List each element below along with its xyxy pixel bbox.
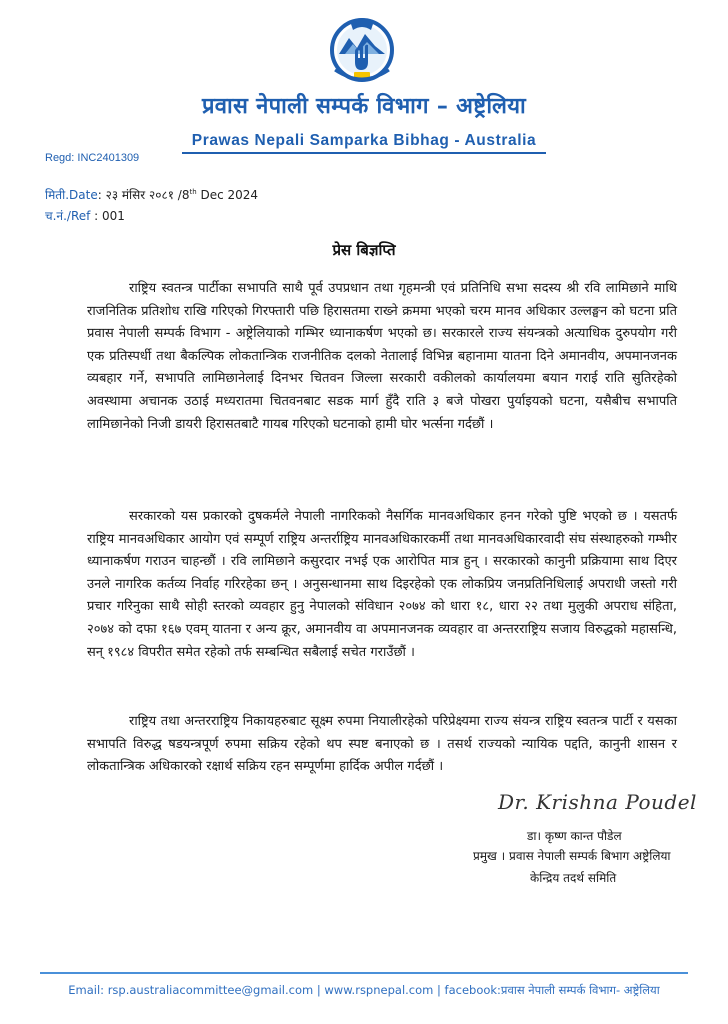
reference-label: च.नं./Ref [45,209,91,223]
signatory-name: डा। कृष्ण कान्त पौडेल [527,829,622,843]
organization-title-nepali: प्रवास नेपाली सम्पर्क विभाग – अष्ट्रेलिया [201,94,527,119]
header-divider [182,152,546,154]
date-line [45,186,258,203]
footer-divider [40,972,688,974]
reference-line [45,207,125,224]
signatory-committee: केन्द्रिय तदर्थ समिति [530,871,617,885]
body-paragraph-2: सरकारको यस प्रकारको दुषकर्मले नेपाली नागरिकको नैसर्गिक मानवअधिकार हनन गरेको पुष्टि भएको छ । यसतर्फ राष्ट्रिय मानवअधिकार आयोग एवं सम्पूर्ण राष्ट्रिय अन्तर्राष्ट्रिय मानवअधिकारकर्मी तथा मानवअधिकारवादी संघ संस्थाहरुको गम्भीर ध्यानाकर्षण गराउन चाहन्छौं । रवि लामिछाने कसुरदार नभई एक आरोपित मात्र हुन् । सरकारको कानुनी प्रक्रियामा साथ दिएर उनले नागरिक कर्तव्य निर्वाह गरिरहेका छन् । अनुसन्धानमा साथ दिइरहेको एक लोकप्रिय जनप्रतिनिधिलाई अपराधी जस्तो गरी प्रचार गरिनुका साथै सोही स्तरको व्यवहार हुनु नेपालको संविधान २०७४ को धारा १८, धारा २२ तथा मुलुकी अपराध संहिता, २०७४ को दफा १६७ एवम् यातना र अन्य क्रूर, अमानवीय वा अपमानजनक व्यवहार वा अन्तरराष्ट्रिय सजाय विरुद्धको महासन्धि, सन् १९८४ विपरीत समेत रहेको तर्फ सम्बन्धित सबैलाई सचेत गराउँछौं । [87,509,677,660]
date-superscript: th [189,188,197,196]
signatory-title: प्रमुख । प्रवास नेपाली सम्पर्क बिभाग अष्ट्रेलिया [473,849,671,863]
handwritten-signature: Dr. Krishna Poudel [498,790,697,814]
registration-number: Regd: INC2401309 [45,152,140,164]
date-label: मिती.Date [45,188,98,202]
body-paragraph-3: राष्ट्रिय तथा अन्तरराष्ट्रिय निकायहरुबाट सूक्ष्म रुपमा नियालीरहेको परिप्रेक्ष्यमा राज्य संयन्त्र राष्ट्रिय स्वतन्त्र पार्टी र यसका सभापति विरुद्ध षडयन्त्रपूर्ण रुपमा सक्रिय रहेको थप स्पष्ट बनाएको छ । तसर्थ राज्यको न्यायिक पद्दति, कानुनी शासन र लोकतान्त्रिक अधिकारको रक्षार्थ सक्रिय रहन सम्पूर्णमा हार्दिक अपील गर्दछौं । [87,714,677,775]
date-tail: Dec 2024 [196,188,259,202]
organization-title-english: Prawas Nepali Samparka Bibhag - Australia [191,132,537,149]
reference-value: : 001 [90,209,125,223]
date-value: : २३ मंसिर २०८१ /8 [97,188,190,202]
party-logo-icon [327,14,397,88]
footer-contact: Email: rsp.australiacommittee@gmail.com | www.rspnepal.com | facebook:प्रवास नेपाली सम्पर्क विभाग- अष्ट्रेलिया [68,983,660,997]
body-paragraph-1: राष्ट्रिय स्वतन्त्र पार्टीका सभापति साथै पूर्व उपप्रधान तथा गृहमन्त्री एवं प्रतिनिधि सभा सदस्य श्री रवि लामिछाने माथि राजनितिक प्रतिशोध राखि गरिएको गिरफ्तारी पछि हिरासतमा राख्ने क्रममा भएको चरम मानव अधिकार उल्लङ्घन को घटना प्रति प्रवास नेपाली सम्पर्क विभाग - अष्ट्रेलियाको गम्भिर ध्यानाकर्षण भएको छ। सरकारले राज्य संयन्त्रको अत्याधिक दुरुपयोग गरी एक प्रतिस्पर्धी तथा बैकल्पिक लोकतान्त्रिक राजनीतिक दलको नेतालाई विभिन्न बहानामा यातना दिने अमानवीय, अपमानजनक व्यबहार गर्ने, सभापति लामिछानेलाई दिनभर चितवन जिल्ला सरकारी वकीलको कार्यालयमा बयान गराई राति सुतिरहेको अवस्थामा अचानक उठाई मध्यरातमा चितवनबाट सडक मार्ग हुँदै राति ३ बजे पोखरा पुर्याइयको घटना, यसैबीच सभापति लामिछानेको निजी डायरी हिरासतबाटै गायब गरिएको घटनाको हामी घोर भर्त्सना गर्दछौं । [87,281,677,432]
press-release-heading: प्रेस बिज्ञप्ति [332,241,396,259]
